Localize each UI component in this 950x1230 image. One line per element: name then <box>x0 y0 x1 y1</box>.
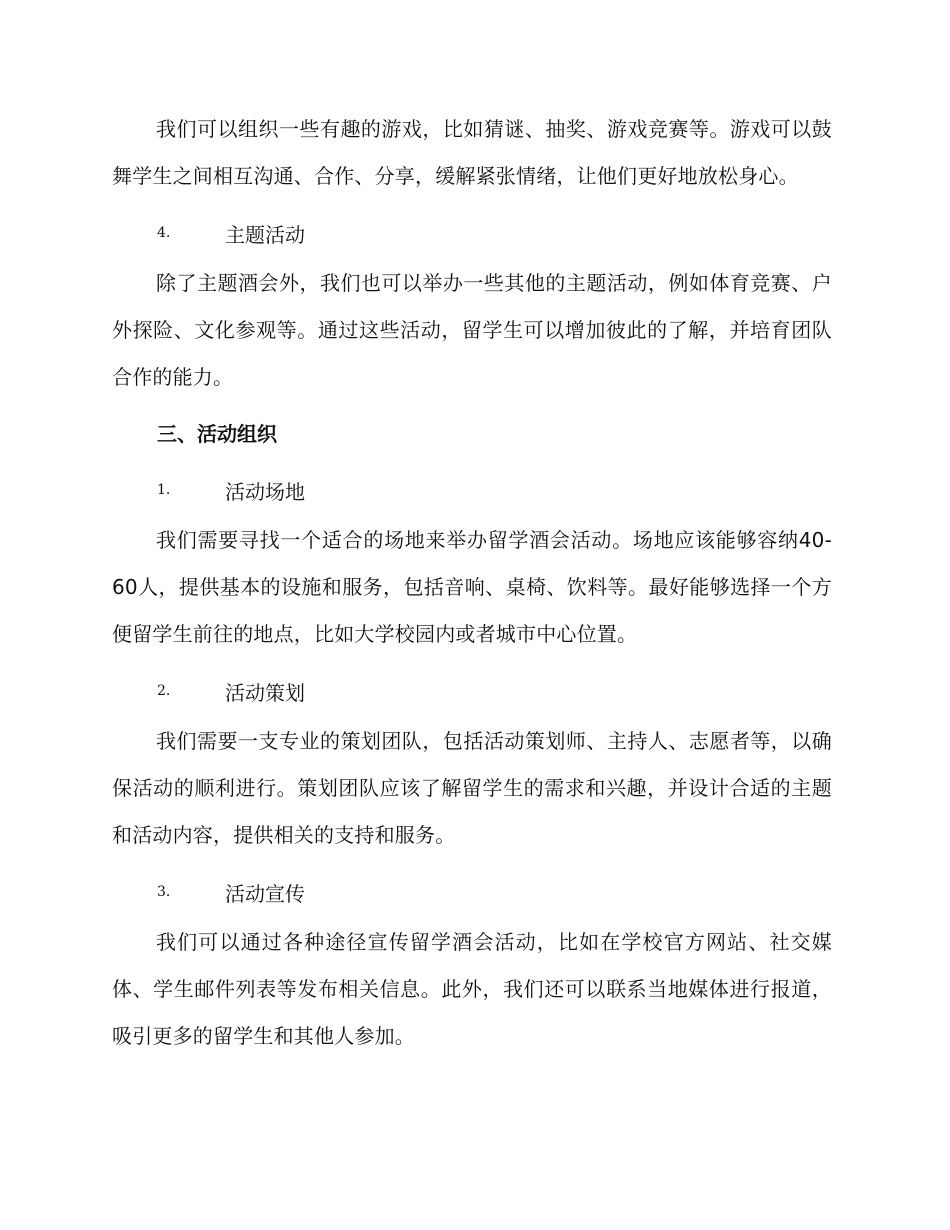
list-title: 主题活动 <box>225 222 305 247</box>
list-number: 4. <box>157 225 171 241</box>
list-number: 2. <box>157 683 171 699</box>
paragraph-theme-activities: 除了主题酒会外，我们也可以举办一些其他的主题活动，例如体育竞赛、户外探险、文化参观等。通过这些活动，留学生可以增加彼此的了解，并培育团队合作的能力。 <box>112 271 832 389</box>
list-item-theme-activities <box>112 206 832 260</box>
list-number: 3. <box>157 884 171 900</box>
document-page <box>112 106 832 1060</box>
paragraph-venue: 我们需要寻找一个适合的场地来举办留学酒会活动。场地应该能够容纳40-60人，提供基本的设施和服务，包括音响、桌椅、饮料等。最好能够选择一个方便留学生前往的地点，比如大学校园内或者城市中心位置。 <box>112 528 832 646</box>
list-item-planning <box>112 664 832 718</box>
list-number: 1. <box>157 482 171 498</box>
list-title: 活动策划 <box>225 680 305 705</box>
paragraph-games: 我们可以组织一些有趣的游戏，比如猜谜、抽奖、游戏竞赛等。游戏可以鼓舞学生之间相互沟通、合作、分享，缓解紧张情绪，让他们更好地放松身心。 <box>112 117 832 188</box>
paragraph-planning: 我们需要一支专业的策划团队，包括活动策划师、主持人、志愿者等，以确保活动的顺利进行。策划团队应该了解留学生的需求和兴趣，并设计合适的主题和活动内容，提供相关的支持和服务。 <box>112 729 832 847</box>
list-title: 活动宣传 <box>225 881 305 906</box>
section-heading: 三、活动组织 <box>157 421 277 446</box>
list-title: 活动场地 <box>225 479 305 504</box>
paragraph-promotion: 我们可以通过各种途径宣传留学酒会活动，比如在学校官方网站、社交媒体、学生邮件列表等发布相关信息。此外，我们还可以联系当地媒体进行报道，吸引更多的留学生和其他人参加。 <box>112 930 832 1048</box>
list-item-promotion <box>112 865 832 919</box>
list-item-venue <box>112 463 832 517</box>
